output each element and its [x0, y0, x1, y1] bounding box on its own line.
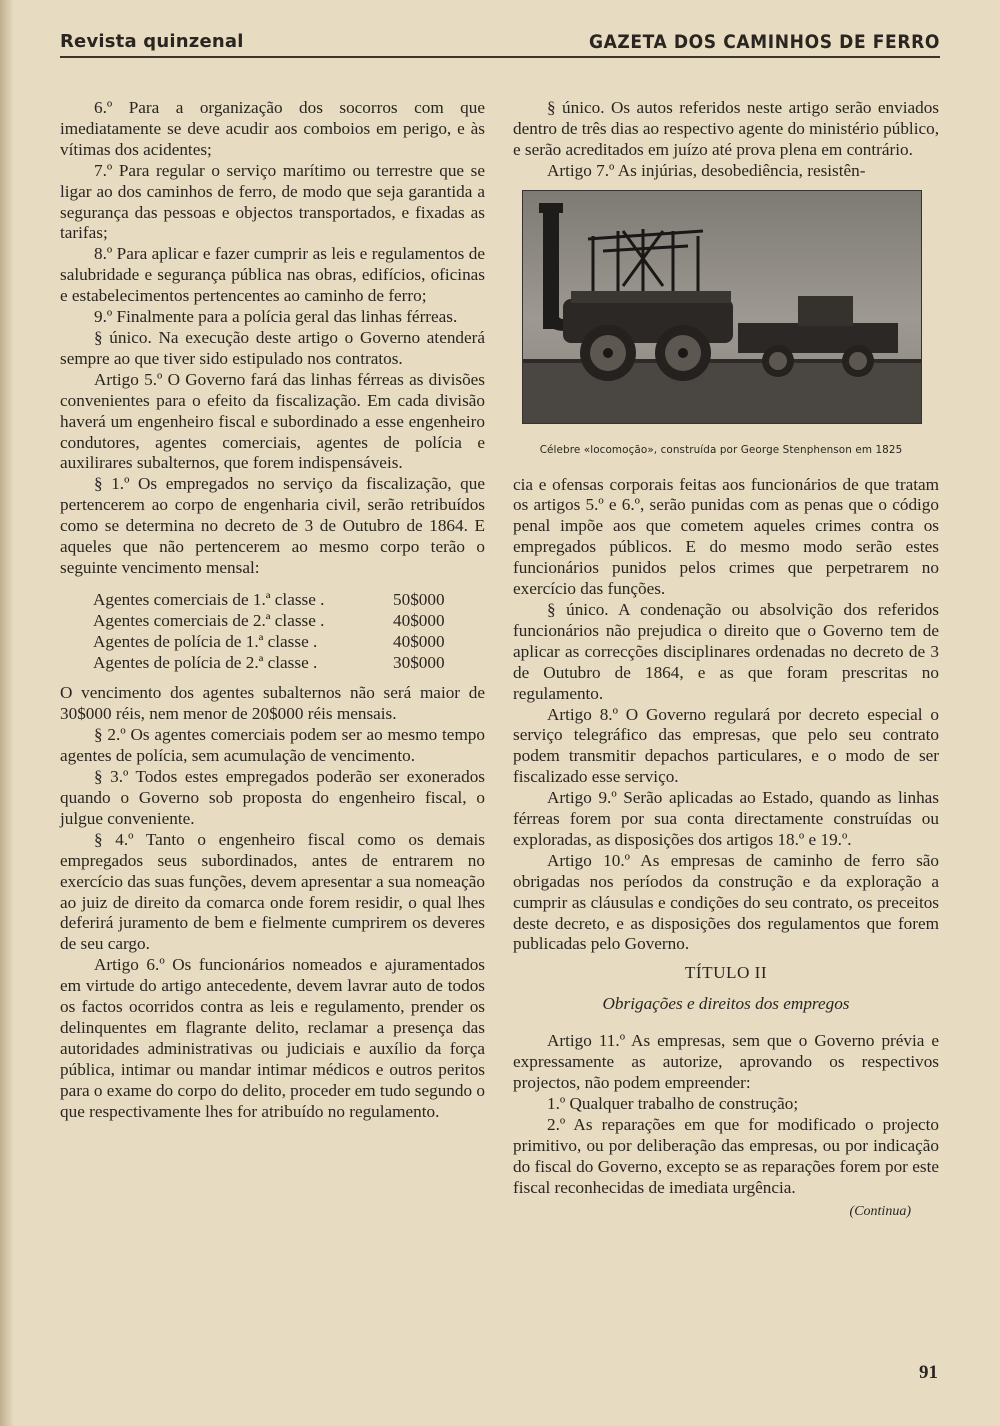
paragraph: § 2.º Os agentes comerciais podem ser ao mesmo tempo agentes de polícia, sem acumulação de vencimento. [60, 725, 485, 766]
salary-row [93, 632, 453, 653]
salary-value: 40$000 [393, 631, 445, 651]
paragraph: Artigo 6.º Os funcionários nomeados e ajuramentados em virtude do artigo antecedente, devem lavrar auto de todos os factos ocorridos contra as leis e regulamento, prender os delinquentes em flagrante delito, reclamar a presença das autoridades administrativas ou judiciais e auxílio da força pública, intimar ou mandar intimar médicos e outros peritos para o exame do corpo do delito, proceder em tudo segundo o que respectivamente lhes for atribuído no regulamento. [60, 955, 485, 1121]
running-header [60, 28, 940, 58]
paragraph: cia e ofensas corporais feitas aos funcionários de que tratam os artigos 5.º e 6.º, serão punidas com as penas que o código penal impõe aos que cometem aqueles crimes contra os empregados públicos. E do mesmo modo serão estes funcionários punidos pelos crimes que perpetrarem no exercício das funções. [513, 474, 939, 599]
figure-caption: Célebre «locomoção», construída por George Stenphenson em 1825 [539, 443, 903, 456]
paragraph: 1.º Qualquer trabalho de construção; [547, 1093, 799, 1113]
paragraph: Artigo 7.º As injúrias, desobediência, resistên- [547, 160, 866, 180]
paragraph: Artigo 9.º Serão aplicadas ao Estado, quando as linhas férreas forem por sua conta directamente construídas ou exploradas, as disposições dos artigos 18.º e 19.º. [513, 788, 939, 849]
header-publication-title: GAZETA DOS CAMINHOS DE FERRO [588, 31, 940, 53]
salary-label: Agentes comerciais de 2.ª classe . [93, 610, 325, 630]
salary-row [93, 590, 453, 611]
salary-value: 50$000 [393, 589, 445, 609]
section-subtitle: Obrigações e direitos dos empregos [602, 994, 850, 1014]
salary-value: 40$000 [393, 610, 445, 630]
paragraph: Artigo 5.º O Governo fará das linhas férreas as divisões convenientes para o efeito da fiscalização. Em cada divisão haverá um engenheiro fiscal e subordinado a esse engenheiro condutores, agentes comerciais, agentes de polícia e auxilirares subalternos, que forem indispensáveis. [60, 369, 485, 473]
paragraph: 9.º Finalmente para a polícia geral das linhas férreas. [94, 307, 458, 327]
right-column [513, 98, 939, 1223]
continued-marker: (Continua) [849, 1204, 911, 1220]
paragraph: 8.º Para aplicar e fazer cumprir as leis e regulamentos de salubridade e segurança pública nas obras, edifícios, oficinas e estabelecimentos pertencentes ao caminho de ferro; [60, 244, 485, 306]
paragraph: Artigo 10.º As empresas de caminho de ferro são obrigadas nos períodos da construção e da exploração a cumprir as cláusulas e condições do seu contrato, os preceitos deste decreto, e as disposições dos regulamentos que forem publicadas pelo Governo. [513, 850, 939, 954]
paragraph: § 4.º Tanto o engenheiro fiscal como os demais empregados seus subordinados, antes de entrarem no exercício das suas funções, devem apresentar a sua nomeação ao juiz de direito da comarca onde forem residir, o qual lhes deferirá juramento de bem e fielmente cumprirem os deveres de seu cargo. [60, 829, 485, 954]
paragraph: § 3.º Todos estes empregados poderão ser exonerados quando o Governo sob proposta do engenheiro fiscal, o julgue conveniente. [60, 767, 485, 828]
page-gutter-shadow [0, 0, 14, 1426]
header-section-title: Revista quinzenal [60, 31, 244, 52]
paragraph: § único. Na execução deste artigo o Governo atenderá sempre ao que tiver sido estipulado nos contratos. [60, 327, 485, 368]
paragraph: 6.º Para a organização dos socorros com que imediatamente se deve acudir aos comboios em perigo, e às vítimas dos acidentes; [60, 98, 485, 159]
salary-row [93, 653, 453, 674]
paragraph: 7.º Para regular o serviço marítimo ou terrestre que se ligar ao dos caminhos de ferro, de modo que seja garantida a segurança das pessoas e objectos transportados, e fixadas as tarifas; [60, 160, 485, 243]
left-column [60, 98, 485, 1123]
paragraph: Artigo 8.º O Governo regulará por decreto especial o serviço telegráfico das empresas, que pelo seu contrato podem transmitir depachos particulares, e o modo de ser fiscalizado esse serviço. [513, 704, 939, 787]
salary-value: 30$000 [393, 652, 445, 672]
locomotive-photo [522, 190, 922, 424]
salary-table [93, 590, 453, 674]
figure [522, 190, 920, 461]
salary-label: Agentes de polícia de 2.ª classe . [93, 652, 318, 672]
salary-label: Agentes comerciais de 1.ª classe . [93, 589, 325, 609]
paragraph: 2.º As reparações em que for modificado o projecto primitivo, ou por deliberação das empresas, ou por indicação do fiscal do Governo, excepto se as reparações forem por este fiscal reconhecidas de imediata urgência. [513, 1114, 939, 1197]
paragraph: Artigo 11.º As empresas, sem que o Governo prévia e expressamente as autorize, aprovando os respectivos projectos, não podem empreender: [513, 1031, 939, 1092]
salary-label: Agentes de polícia de 1.ª classe . [93, 631, 318, 651]
page-number: 91 [919, 1362, 938, 1383]
paragraph: O vencimento dos agentes subalternos não será maior de 30$000 réis, nem menor de 20$000 réis mensais. [60, 683, 485, 724]
paragraph: § 1.º Os empregados no serviço da fiscalização, que pertencerem ao corpo de engenharia civil, serão retribuídos como se determina no decreto de 3 de Outubro de 1864. E aqueles que não pertencerem ao mesmo corpo terão o seguinte vencimento mensal: [60, 474, 485, 577]
paragraph: § único. A condenação ou absolvição dos referidos funcionários não prejudica o direito que o Governo tem de aplicar as correcções disciplinares ordenadas no decreto de 3 de Outubro de 1864, e as que foram prescritas no regulamento. [513, 599, 939, 703]
paragraph: § único. Os autos referidos neste artigo serão enviados dentro de três dias ao respectivo agente do ministério público, e serão acreditados em juízo até prova plena em contrário. [513, 98, 939, 159]
section-title: TÍTULO II [684, 963, 768, 983]
salary-row [93, 611, 453, 632]
